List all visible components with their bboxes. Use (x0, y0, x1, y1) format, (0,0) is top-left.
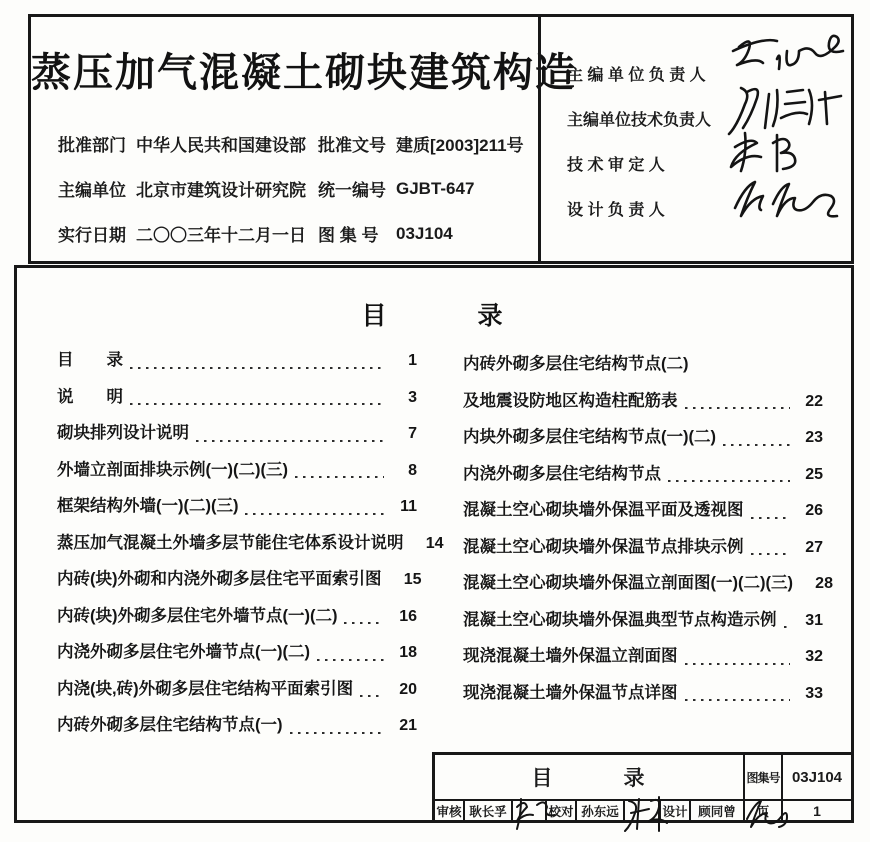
toc-item-title: 混凝土空心砌块墙外保温立剖面图(一)(二)(三) (463, 574, 793, 592)
toc-item-page: 20 (399, 680, 417, 698)
review-name: 耿长孚 (465, 801, 513, 820)
info-value: 二〇〇三年十二月一日 (136, 226, 306, 245)
toc-item-page: 8 (408, 461, 417, 479)
toc-left-column (57, 346, 444, 748)
dot-leader (344, 622, 384, 624)
toc-item (463, 569, 833, 606)
toc-right-column (463, 350, 833, 715)
review-signature-cell (513, 801, 547, 820)
toc-item (463, 496, 823, 533)
toc-item-page: 32 (805, 648, 823, 665)
toc-item-page: 18 (399, 644, 417, 661)
info-label: 批准部门 (58, 136, 126, 155)
signer-label: 主编单位技术负责人 (567, 112, 712, 129)
info-value: 北京市建筑设计研究院 (136, 181, 306, 200)
toc-item-title: 蒸压加气混凝土外墙多层节能住宅体系设计说明 (57, 533, 404, 552)
toc-item-page: 11 (400, 498, 417, 515)
dot-leader (668, 480, 790, 482)
toc-item-title: 目 录 (57, 351, 123, 369)
toc-item (57, 602, 417, 639)
info-value: 中华人民共和国建设部 (136, 136, 306, 155)
toc-item-page: 31 (805, 611, 823, 629)
toc-item (57, 383, 417, 420)
signer-row-design-head (567, 186, 841, 231)
signature-panel (538, 17, 851, 261)
toc-item-page: 7 (408, 425, 417, 442)
toc-item-title: 混凝土空心砌块墙外保温节点排块示例 (463, 537, 744, 556)
toc-item (463, 679, 823, 716)
document-title: 蒸压加气混凝土砌块建筑构造 (31, 51, 577, 95)
toc-item-title: 现浇混凝土墙外保温立剖面图 (463, 647, 678, 665)
toc-item (57, 565, 422, 602)
info-label: 统一编号 (318, 181, 386, 200)
dot-leader (245, 513, 384, 515)
toc-item-title: 内砖外砌多层住宅结构节点(一) (57, 716, 283, 734)
toc-item-title: 说 明 (57, 387, 123, 406)
toc-item (463, 350, 823, 387)
dot-leader (723, 444, 790, 446)
toc-item (463, 423, 823, 460)
toc-item-page: 28 (815, 575, 833, 592)
toc-item (463, 533, 823, 570)
info-row-effective-date (31, 211, 538, 256)
proof-name: 孙东远 (577, 801, 625, 820)
toc-item (57, 711, 417, 748)
dot-leader (317, 659, 384, 661)
info-label: 图 集 号 (318, 226, 379, 245)
header-left (31, 17, 577, 261)
toc-item-title: 内浇(块,砖)外砌多层住宅结构平面索引图 (57, 679, 354, 698)
toc-item-title: 内浇外砌多层住宅结构节点 (463, 464, 661, 483)
info-value: 建质[2003]211号 (396, 136, 524, 155)
toc-item-page: 1 (408, 352, 417, 369)
dot-leader (685, 407, 791, 409)
info-row-approval-dept (31, 121, 538, 166)
dot-leader (360, 695, 384, 697)
header-box (28, 14, 854, 264)
info-label: 批准文号 (318, 136, 386, 155)
signer-label: 主 编 单 位 负 责 人 (567, 67, 706, 84)
dot-leader (784, 626, 791, 628)
toc-item (463, 387, 823, 424)
toc-item (463, 460, 823, 497)
toc-item-page: 16 (399, 607, 417, 625)
toc-item-title: 内砖外砌多层住宅结构节点(二) (463, 355, 689, 373)
toc-item (57, 529, 444, 566)
design-label: 设计 (661, 801, 691, 820)
dot-leader (130, 367, 384, 369)
toc-item-page: 3 (408, 388, 417, 406)
atlas-number-label: 图集号 (745, 755, 783, 799)
dot-leader (685, 699, 791, 701)
toc-item (463, 606, 823, 643)
review-label: 审核 (435, 801, 465, 820)
dot-leader (196, 440, 384, 442)
toc-item-title: 内砖(块)外砌和内浇外砌多层住宅平面索引图 (57, 570, 382, 588)
toc-item-page: 14 (425, 534, 444, 552)
atlas-number-value: 03J104 (791, 768, 843, 786)
dot-leader (751, 553, 791, 555)
dot-leader (751, 517, 791, 519)
sheet-title: 目 录 (435, 755, 745, 799)
info-label: 实行日期 (58, 226, 126, 245)
toc-item-title: 外墙立剖面排块示例(一)(二)(三) (57, 460, 288, 479)
toc-item (463, 642, 823, 679)
toc-item-page: 25 (805, 465, 823, 483)
toc-item-page: 27 (805, 538, 823, 556)
page-number: 1 (813, 802, 821, 819)
toc-item-title: 现浇混凝土墙外保温节点详图 (463, 683, 678, 702)
toc-item (57, 456, 417, 493)
toc-item-title: 内砖(块)外砌多层住宅外墙节点(一)(二) (57, 606, 338, 625)
toc-box (14, 265, 854, 823)
toc-item-title: 内浇外砌多层住宅外墙节点(一)(二) (57, 643, 310, 661)
drawing-title-block (432, 752, 854, 823)
toc-item-page: 33 (805, 684, 823, 702)
signer-label: 技 术 审 定 人 (567, 157, 665, 174)
toc-item (57, 492, 417, 529)
signature-design-head (725, 186, 841, 231)
toc-item-page: 21 (399, 717, 417, 734)
toc-item (57, 638, 417, 675)
dot-leader (130, 403, 384, 405)
info-value: 03J104 (396, 223, 453, 243)
toc-item-title: 砌块排列设计说明 (57, 424, 189, 442)
toc-item-page: 22 (805, 392, 823, 410)
toc-item-page: 26 (805, 502, 823, 519)
toc-item-title: 及地震设防地区构造柱配筋表 (463, 391, 678, 410)
toc-item-page: 23 (805, 429, 823, 446)
proof-label: 校对 (547, 801, 577, 820)
toc-item-title: 内块外砌多层住宅结构节点(一)(二) (463, 428, 716, 446)
toc-heading: 目 录 (361, 302, 507, 330)
approval-info (31, 121, 538, 256)
page-label: 页 (745, 801, 783, 820)
toc-item (57, 346, 417, 383)
toc-item (57, 675, 417, 712)
dot-leader (290, 732, 385, 734)
signer-label: 设 计 负 责 人 (567, 202, 665, 219)
info-label: 主编单位 (58, 181, 126, 200)
toc-item-title: 混凝土空心砌块墙外保温平面及透视图 (463, 501, 744, 519)
toc-item-title: 框架结构外墙(一)(二)(三) (57, 497, 239, 515)
info-row-chief-editor (31, 166, 538, 211)
proof-signature-cell (625, 801, 661, 820)
info-value: GJBT-647 (396, 178, 475, 198)
toc-item-title: 混凝土空心砌块墙外保温典型节点构造示例 (463, 610, 777, 629)
title-block-bottom-row (435, 801, 851, 820)
design-name: 顾同曾 (691, 801, 745, 820)
toc-item (57, 419, 417, 456)
dot-leader (295, 476, 384, 478)
toc-item-page: 15 (403, 571, 422, 588)
title-block-top-row (435, 755, 851, 801)
dot-leader (685, 663, 791, 665)
